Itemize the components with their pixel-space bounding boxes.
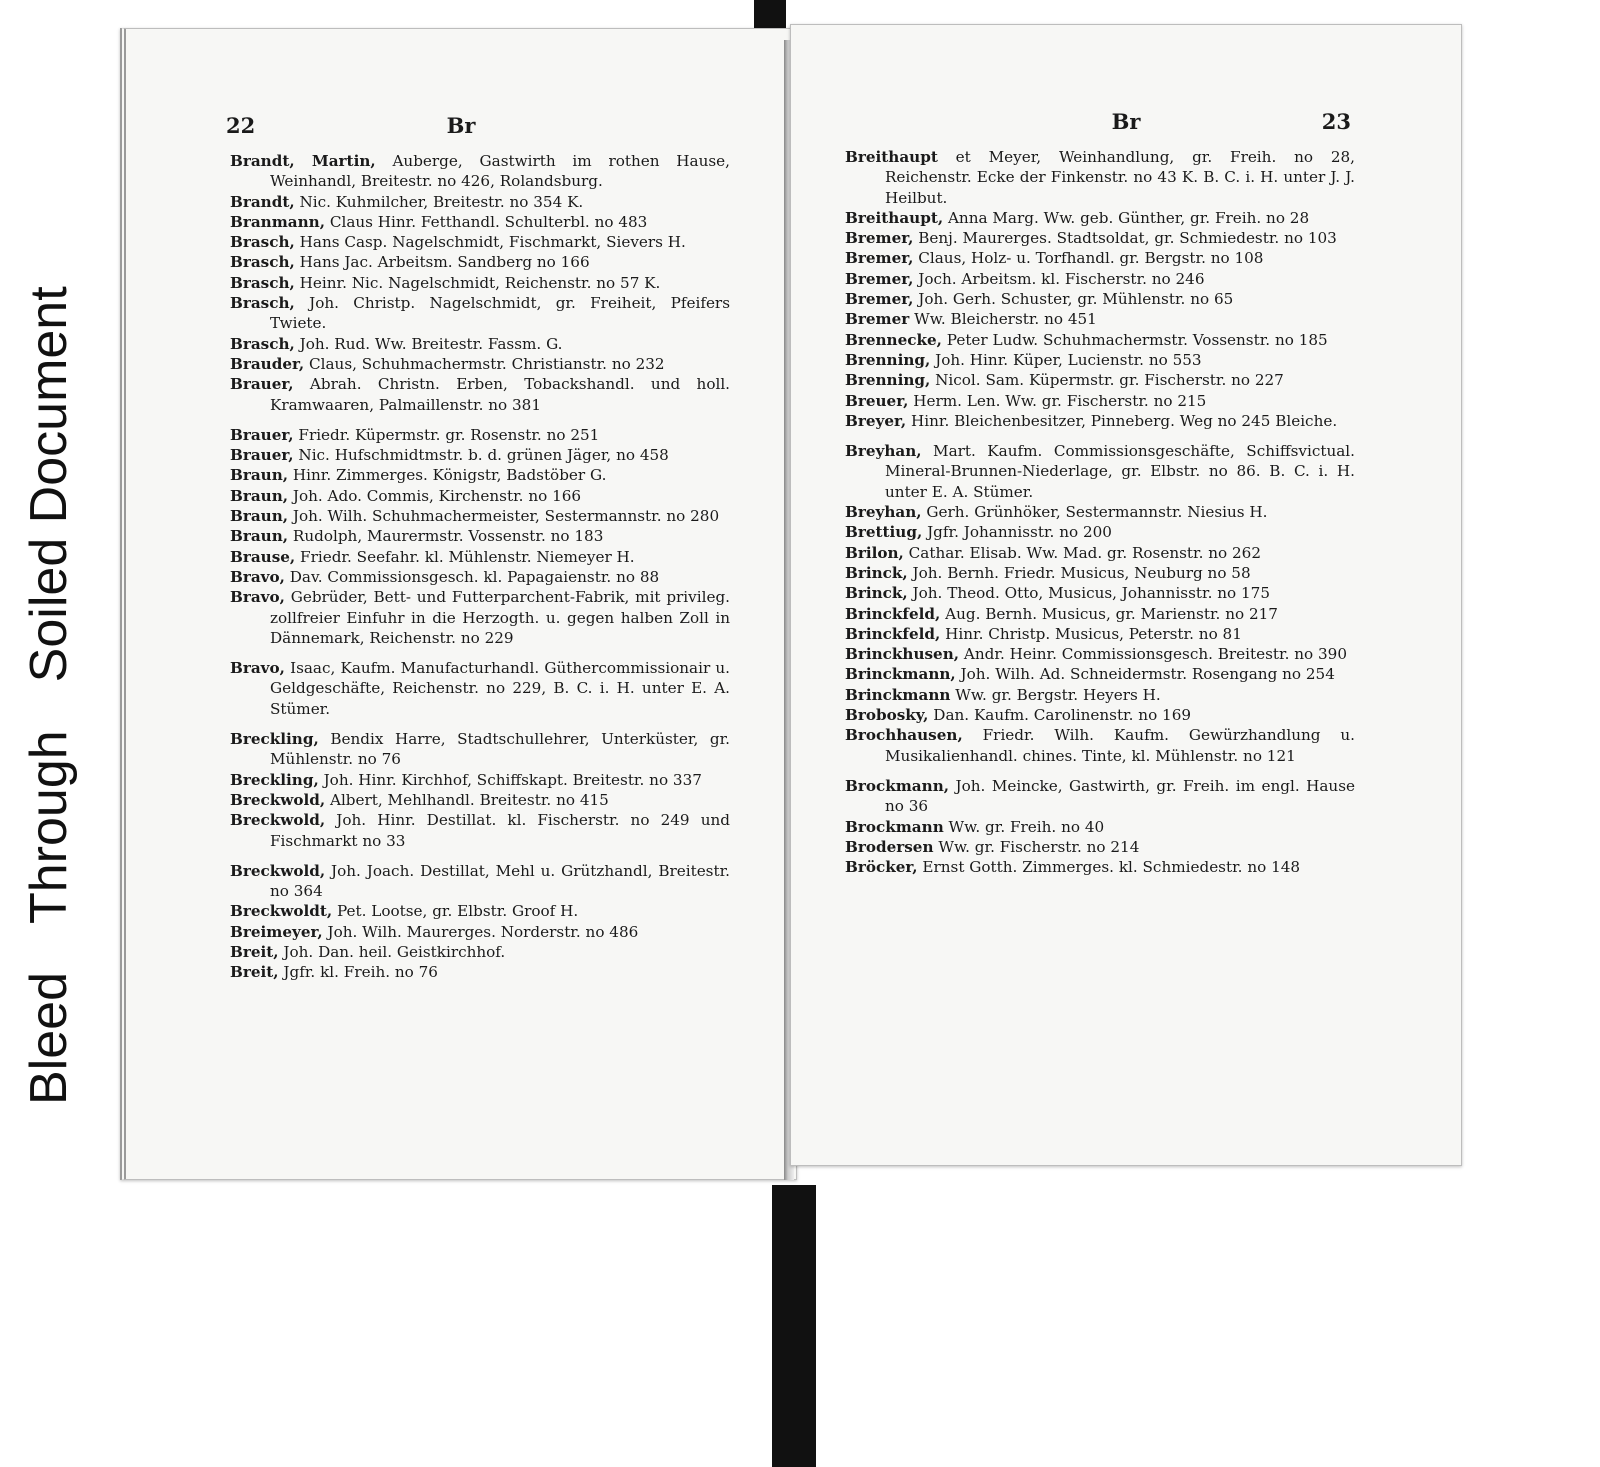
directory-entry (845, 644, 1355, 664)
directory-entry (230, 273, 730, 293)
directory-entry (845, 228, 1355, 248)
entry-text: Joh. Hinr. Destillat. kl. Fischerstr. no 249 und Fischmarkt no 33 (270, 811, 730, 850)
directory-entry (845, 309, 1355, 329)
entry-name: Brodersen (845, 837, 934, 856)
entry-text: Jgfr. Johannisstr. no 200 (922, 523, 1112, 542)
entry-text: Hinr. Christp. Musicus, Peterstr. no 81 (940, 624, 1242, 643)
directory-entry (230, 962, 730, 982)
entry-text: Hans Jac. Arbeitsm. Sandberg no 166 (294, 253, 590, 272)
entry-text: Peter Ludw. Schuhmachermstr. Vossenstr. no 185 (941, 330, 1328, 349)
directory-entry (230, 445, 730, 465)
entry-name: Brockmann (845, 817, 944, 836)
directory-entry (845, 208, 1355, 228)
entry-name: Brasch, (230, 334, 295, 353)
entry-text: Joh. Wilh. Maurerges. Norderstr. no 486 (322, 922, 639, 941)
entry-text: Joh. Hinr. Kirchhof, Schiffskapt. Breitestr. no 337 (318, 770, 702, 789)
side-label-word-3: Soiled Document (20, 286, 78, 683)
entry-text: Bendix Harre, Stadtschullehrer, Unterküster, gr. Mühlenstr. no 76 (270, 730, 730, 769)
entry-text: Claus Hinr. Fetthandl. Schulterbl. no 483 (325, 212, 648, 231)
left-page-number: 22 (226, 113, 256, 138)
right-running-head: Br (1111, 109, 1141, 134)
entry-text: Abrah. Christn. Erben, Tobackshandl. und holl. Kramwaaren, Palmaillenstr. no 381 (270, 375, 730, 414)
directory-entry (845, 147, 1355, 208)
entry-name: Breckwold, (230, 861, 326, 880)
directory-entry (230, 151, 730, 192)
directory-entry (230, 526, 730, 546)
entry-text: Joh. Meincke, Gastwirth, gr. Freih. im engl. Hause no 36 (885, 776, 1355, 816)
directory-entry (230, 293, 730, 334)
directory-entry (230, 922, 730, 942)
directory-entry (845, 330, 1355, 350)
directory-entry (845, 441, 1355, 502)
entry-name: Brause, (230, 547, 296, 566)
entry-name: Brinckfeld, (845, 604, 941, 623)
side-label-word-1: Bleed (20, 972, 78, 1105)
entry-name: Bremer, (845, 290, 914, 309)
directory-entry (230, 658, 730, 719)
entry-name: Breuer, (845, 391, 909, 410)
entry-name: Brobosky, (845, 706, 929, 725)
directory-entry (230, 212, 730, 232)
entry-text: Joh. Hinr. Küper, Lucienstr. no 553 (930, 350, 1202, 369)
entry-name: Breckling, (230, 770, 319, 789)
entry-text: Gerh. Grünhöker, Sestermannstr. Niesius H. (921, 503, 1268, 522)
directory-entry (845, 543, 1355, 563)
entry-text: Jgfr. kl. Freih. no 76 (278, 963, 438, 982)
directory-entry (230, 425, 730, 445)
entry-name: Breckwold, (230, 790, 326, 809)
directory-entry (230, 334, 730, 354)
entry-text: Andr. Heinr. Commissionsgesch. Breitestr. no 390 (959, 645, 1347, 664)
entry-name: Brauer, (230, 425, 294, 444)
entry-text: Benj. Maurerges. Stadtsoldat, gr. Schmiedestr. no 103 (913, 229, 1337, 248)
entry-name: Brasch, (230, 253, 295, 272)
entry-name: Breit, (230, 942, 279, 961)
directory-entry (845, 664, 1355, 684)
directory-entry (845, 269, 1355, 289)
directory-entry (845, 350, 1355, 370)
entry-name: Bremer, (845, 229, 914, 248)
directory-entry (230, 861, 730, 902)
entry-text: Joh. Wilh. Ad. Schneidermstr. Rosengang no 254 (955, 665, 1335, 684)
directory-entry (845, 563, 1355, 583)
directory-entry (230, 901, 730, 921)
entry-name: Brauer, (230, 375, 294, 394)
directory-entry (845, 522, 1355, 542)
entry-text: Hans Casp. Nagelschmidt, Fischmarkt, Sievers H. (294, 233, 686, 252)
directory-entry (845, 502, 1355, 522)
directory-entry (230, 465, 730, 485)
entry-name: Brinckmann, (845, 665, 956, 684)
entry-name: Branmann, (230, 212, 326, 231)
entry-name: Bravo, (230, 567, 285, 586)
entry-name: Breimeyer, (230, 922, 323, 941)
entry-name: Bröcker, (845, 858, 918, 877)
entry-text: et Meyer, Weinhandlung, gr. Freih. no 28, Reichenstr. Ecke der Finkenstr. no 43 K. B. C. i. H. unter J. J. Heilbut. (885, 148, 1355, 207)
directory-entry (230, 942, 730, 962)
entry-name: Brennecke, (845, 330, 942, 349)
directory-entry (230, 192, 730, 212)
entry-name: Brinck, (845, 584, 908, 603)
entry-text: Heinr. Nic. Nagelschmidt, Reichenstr. no 57 K. (294, 273, 661, 292)
entry-text: Claus, Holz- u. Torfhandl. gr. Bergstr. no 108 (913, 249, 1264, 268)
entry-name: Breit, (230, 963, 279, 982)
entry-name: Brasch, (230, 294, 295, 313)
entry-text: Dan. Kaufm. Carolinenstr. no 169 (928, 706, 1192, 725)
directory-entry (845, 248, 1355, 268)
entry-name: Brinckmann (845, 685, 951, 704)
directory-entry (230, 232, 730, 252)
entry-text: Albert, Mehlhandl. Breitestr. no 415 (325, 790, 609, 809)
directory-entry (845, 776, 1355, 817)
entry-name: Brauer, (230, 446, 294, 465)
directory-entry (230, 729, 730, 770)
entry-text: Ww. gr. Freih. no 40 (943, 817, 1105, 836)
entry-name: Braun, (230, 466, 289, 485)
right-page-number: 23 (1321, 109, 1351, 134)
directory-entry (230, 810, 730, 851)
right-entry-list (845, 147, 1355, 877)
entry-text: Joh. Ado. Commis, Kirchenstr. no 166 (288, 486, 582, 505)
entry-text: Nicol. Sam. Küpermstr. gr. Fischerstr. no 227 (930, 371, 1284, 390)
directory-entry (230, 506, 730, 526)
entry-name: Brochhausen, (845, 726, 963, 745)
directory-entry (230, 354, 730, 374)
entry-text: Joh. Gerh. Schuster, gr. Mühlenstr. no 65 (913, 290, 1234, 309)
entry-text: Anna Marg. Ww. geb. Günther, gr. Freih. no 28 (943, 208, 1310, 227)
entry-name: Breckling, (230, 730, 319, 749)
entry-text: Cathar. Elisab. Ww. Mad. gr. Rosenstr. no 262 (903, 543, 1261, 562)
binding-strip-bottom (772, 1185, 816, 1467)
entry-text: Joh. Theod. Otto, Musicus, Johannisstr. no 175 (907, 584, 1270, 603)
entry-text: Ww. gr. Bergstr. Heyers H. (950, 685, 1161, 704)
entry-name: Brilon, (845, 543, 904, 562)
left-page-header (126, 113, 796, 143)
entry-name: Breithaupt, (845, 208, 944, 227)
entry-text: Dav. Commissionsgesch. kl. Papagaienstr. no 88 (284, 567, 660, 586)
entry-name: Brettiug, (845, 523, 923, 542)
entry-name: Brockmann, (845, 776, 950, 795)
entry-text: Joh. Wilh. Schuhmachermeister, Sestermannstr. no 280 (288, 507, 720, 526)
directory-entry (845, 725, 1355, 766)
entry-text: Isaac, Kaufm. Manufacturhandl. Güthercommissionair u. Geldgeschäfte, Reichenstr. no 229, B. C. i. H. unter E. A. Stümer. (270, 659, 730, 718)
directory-entry (845, 289, 1355, 309)
directory-entry (230, 252, 730, 272)
directory-entry (845, 837, 1355, 857)
directory-entry (230, 587, 730, 648)
entry-text: Herm. Len. Ww. gr. Fischerstr. no 215 (908, 391, 1207, 410)
entry-text: Friedr. Wilh. Kaufm. Gewürzhandlung u. Musikalienhandl. chines. Tinte, kl. Mühlenstr. no 121 (885, 726, 1355, 765)
right-page-header (791, 109, 1461, 139)
entry-text: Joh. Dan. heil. Geistkirchhof. (278, 942, 506, 961)
entry-text: Friedr. Seefahr. kl. Mühlenstr. Niemeyer H. (295, 547, 635, 566)
entry-name: Breyhan, (845, 442, 922, 461)
directory-entry (845, 817, 1355, 837)
entry-name: Braun, (230, 507, 289, 526)
entry-name: Bremer (845, 310, 910, 329)
entry-name: Brinckhusen, (845, 645, 960, 664)
entry-name: Bremer, (845, 249, 914, 268)
entry-name: Brasch, (230, 273, 295, 292)
entry-name: Brenning, (845, 350, 931, 369)
entry-name: Brenning, (845, 371, 931, 390)
directory-entry (845, 685, 1355, 705)
entry-text: Nic. Kuhmilcher, Breitestr. no 354 K. (294, 192, 584, 211)
entry-name: Braun, (230, 486, 289, 505)
directory-entry (230, 374, 730, 415)
directory-entry (230, 770, 730, 790)
right-page (790, 24, 1462, 1166)
entry-text: Auberge, Gastwirth im rothen Hause, Weinhandl, Breitestr. no 426, Rolandsburg. (270, 152, 730, 191)
entry-name: Breyer, (845, 411, 907, 430)
entry-text: Hinr. Zimmerges. Königstr, Badstöber G. (288, 466, 607, 485)
left-page (120, 28, 797, 1180)
entry-text: Claus, Schuhmachermstr. Christianstr. no 232 (304, 354, 665, 373)
directory-entry (230, 567, 730, 587)
entry-name: Breckwold, (230, 811, 326, 830)
entry-name: Bravo, (230, 659, 285, 678)
entry-name: Breyhan, (845, 503, 922, 522)
entry-name: Brinckfeld, (845, 624, 941, 643)
directory-entry (230, 547, 730, 567)
directory-entry (845, 705, 1355, 725)
entry-text: Nic. Hufschmidtmstr. b. d. grünen Jäger, no 458 (293, 446, 669, 465)
entry-text: Joch. Arbeitsm. kl. Fischerstr. no 246 (913, 269, 1205, 288)
entry-text: Mart. Kaufm. Commissionsgeschäfte, Schiffsvictual. Mineral-Brunnen-Niederlage, gr. Elbstr. no 86. B. C. i. H. unter E. A. Stümer. (885, 442, 1355, 501)
directory-entry (230, 486, 730, 506)
entry-text: Ww. gr. Fischerstr. no 214 (933, 837, 1140, 856)
entry-text: Aug. Bernh. Musicus, gr. Marienstr. no 217 (940, 604, 1278, 623)
side-label-word-2: Through (20, 730, 78, 924)
entry-text: Friedr. Küpermstr. gr. Rosenstr. no 251 (293, 425, 600, 444)
directory-entry (845, 857, 1355, 877)
entry-text: Hinr. Bleichenbesitzer, Pinneberg. Weg no 245 Bleiche. (906, 411, 1338, 430)
entry-name: Brinck, (845, 563, 908, 582)
entry-name: Bravo, (230, 588, 285, 607)
entry-name: Brauder, (230, 354, 305, 373)
entry-name: Breithaupt (845, 148, 938, 166)
entry-text: Joh. Joach. Destillat, Mehl u. Grützhandl, Breitestr. no 364 (270, 861, 730, 901)
directory-entry (845, 624, 1355, 644)
entry-name: Brandt, Martin, (230, 152, 376, 170)
left-entry-list (230, 151, 730, 983)
directory-entry (845, 391, 1355, 411)
entry-text: Joh. Christp. Nagelschmidt, gr. Freiheit, Pfeifers Twiete. (270, 294, 730, 333)
entry-text: Gebrüder, Bett- und Futterparchent-Fabrik, mit privileg. zollfreier Einfuhr in die Herzogth. u. gegen halben Zoll in Dännemark, Reichenstr. no 229 (270, 588, 730, 647)
entry-text: Joh. Rud. Ww. Breitestr. Fassm. G. (294, 334, 563, 353)
entry-text: Joh. Bernh. Friedr. Musicus, Neuburg no 58 (907, 563, 1251, 582)
entry-name: Breckwoldt, (230, 902, 333, 921)
left-running-head: Br (446, 113, 476, 138)
entry-text: Rudolph, Maurermstr. Vossenstr. no 183 (288, 527, 604, 546)
entry-name: Bremer, (845, 269, 914, 288)
directory-entry (845, 370, 1355, 390)
entry-name: Brandt, (230, 192, 295, 211)
directory-entry (845, 583, 1355, 603)
directory-entry (845, 411, 1355, 431)
entry-text: Ww. Bleicherstr. no 451 (909, 310, 1097, 329)
entry-name: Brasch, (230, 233, 295, 252)
entry-name: Braun, (230, 527, 289, 546)
side-label (14, 105, 84, 1105)
entry-text: Pet. Lootse, gr. Elbstr. Groof H. (332, 902, 579, 921)
directory-entry (230, 790, 730, 810)
directory-entry (845, 604, 1355, 624)
entry-text: Ernst Gotth. Zimmerges. kl. Schmiedestr. no 148 (917, 858, 1301, 877)
